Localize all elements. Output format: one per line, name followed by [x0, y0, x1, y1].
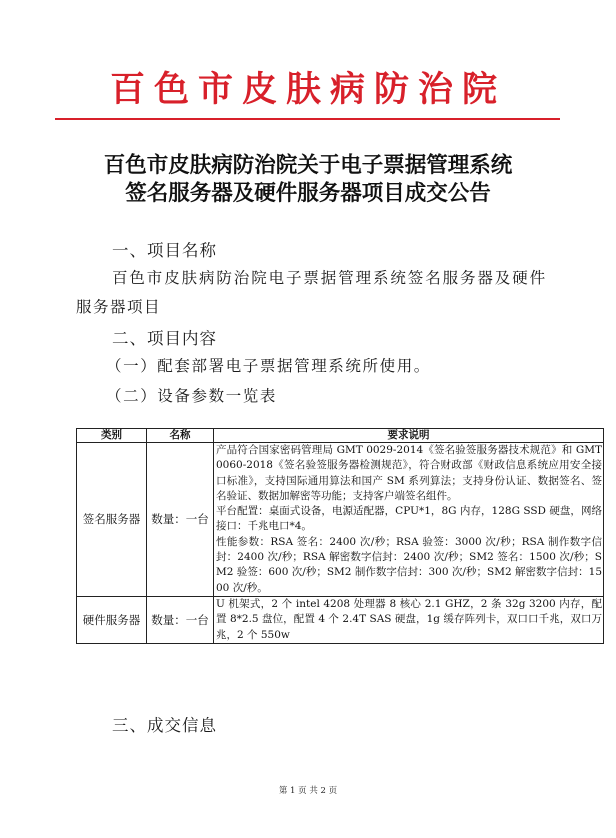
- table-header-row: [77, 429, 604, 443]
- header-name: 名称: [147, 429, 214, 443]
- cell-category: 签名服务器: [77, 443, 147, 597]
- document-title-line2: 签名服务器及硬件服务器项目成交公告: [125, 181, 491, 206]
- cell-requirements: [214, 596, 604, 643]
- cell-requirements: [214, 443, 604, 597]
- requirement-text: 平台配置：桌面式设备，电源适配器，CPU*1，8G 内存，128G SSD 硬盘，网络接口：千兆电口*4。: [216, 505, 602, 533]
- project-name-text-line2: 服务器项目: [76, 298, 162, 316]
- table-row: [77, 596, 604, 643]
- project-content-item-2: （二）设备参数一览表: [106, 387, 278, 405]
- requirement-text: 性能参数：RSA 签名：2400 次/秒；RSA 验签：3000 次/秒；RSA 制作数字信封：2400 次/秒；RSA 解密数字信封：2400 次/秒；SM2 签名：1500 次/秒；SM2 验签：600 次/秒；SM2 制作数字信封：300 次/秒；SM2 解密数字信封：1500 次/秒。: [216, 535, 602, 594]
- header-requirements: 要求说明: [214, 429, 604, 443]
- page-number-footer: 第 1 页 共 2 页: [278, 786, 338, 796]
- project-name-text-line1: 百色市皮肤病防治院电子票据管理系统签名服务器及硬件: [112, 269, 548, 287]
- requirement-text: U 机架式，2 个 intel 4208 处理器 8 核心 2.1 GHZ，2 条 32g 3200 内存，配置 8*2.5 盘位，配置 4 个 2.4T SAS 硬盘，1g 缓存阵列卡，双口口千兆，双口万兆，2 个 550w: [216, 597, 602, 641]
- letterhead-org-name: 百色市皮肤病防治院: [109, 69, 506, 110]
- requirement-text: 产品符合国家密码管理局 GMT 0029-2014《签名验签服务器技术规范》和 GMT 0060-2018《签名验签服务器检测规范》，符合财政部《财政信息系统应用安全接口标准》，支持国际通用算法和国产 SM 系列算法；支持身份认证、数据签名、签名验证、数据加解密等功能；支持客户端签名组件。: [216, 444, 602, 502]
- header-category: 类别: [77, 429, 147, 443]
- cell-quantity: 数量：一台: [147, 443, 214, 597]
- project-content-item-1: （一）配套部署电子票据管理系统所使用。: [106, 357, 431, 375]
- section-heading-project-content: 二、项目内容: [112, 329, 217, 348]
- section-heading-deal-info: 三、成交信息: [112, 716, 217, 735]
- letterhead-red-rule: [55, 118, 560, 120]
- cell-category: 硬件服务器: [77, 596, 147, 643]
- equipment-parameter-table: [76, 428, 604, 644]
- section-heading-project-name: 一、项目名称: [112, 241, 217, 260]
- table-row: [77, 443, 604, 597]
- cell-quantity: 数量：一台: [147, 596, 214, 643]
- document-title-line1: 百色市皮肤病防治院关于电子票据管理系统: [103, 153, 513, 178]
